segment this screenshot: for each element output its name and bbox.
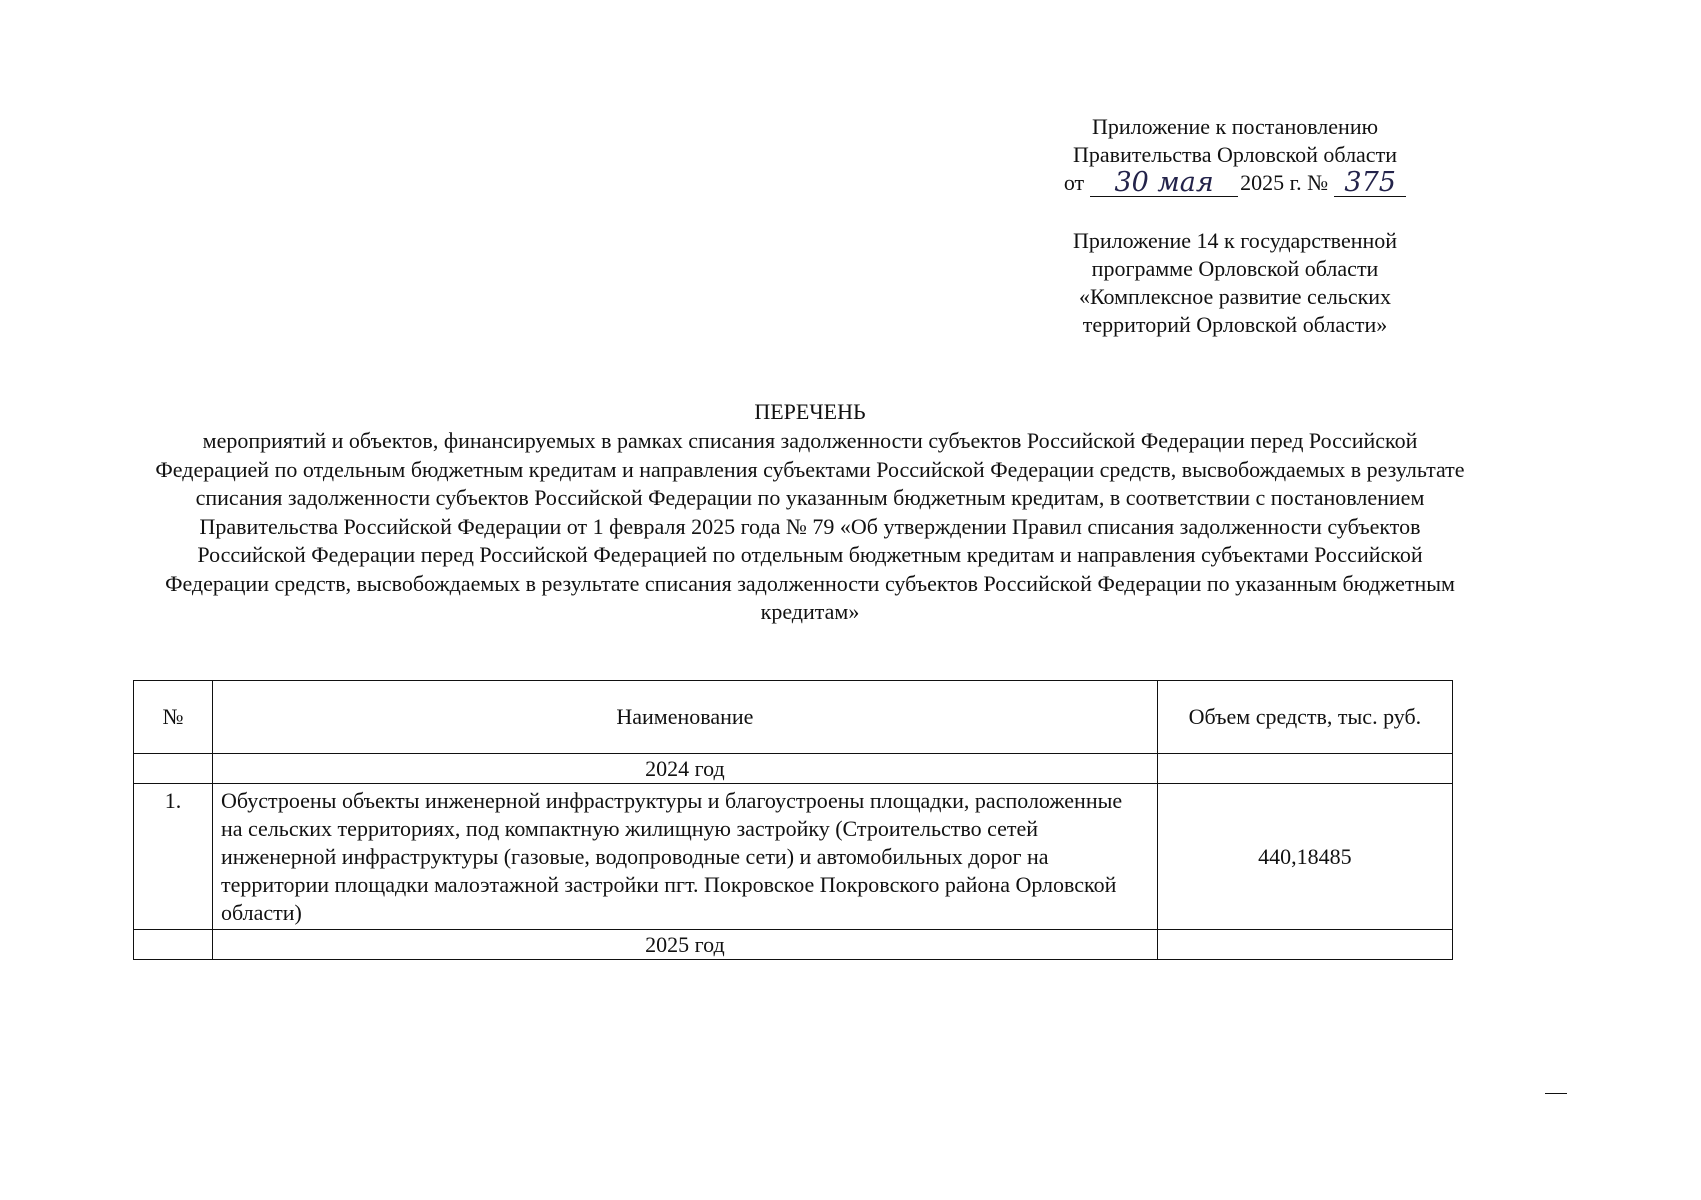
row-num: 1.	[134, 784, 213, 930]
header-name: Наименование	[212, 681, 1157, 754]
table-row	[134, 784, 1453, 930]
program-line-2: программе Орловской области	[1091, 256, 1379, 281]
program-line-1: Приложение 14 к государственной	[1072, 228, 1398, 253]
header-volume: Объем средств, тыс. руб.	[1157, 681, 1452, 754]
appendix-line-1: Приложение к постановлению	[1091, 114, 1379, 139]
year-label: 2024 год	[212, 754, 1157, 784]
appendix-line-2: Правительства Орловской области	[1073, 142, 1397, 167]
row-volume: 440,18485	[1157, 784, 1452, 930]
items-table	[133, 680, 1453, 960]
row-name: Обустроены объекты инженерной инфраструктуры и благоустроены площадки, расположенные на сельских территориях, под компактную жилищную застройку (Строительство сетей инженерной инфраструктуры (газовые, водопроводные сети) и автомобильных дорог на территории площадки малоэтажной застройки пгт. Покровское Покровского района Орловской области)	[212, 784, 1157, 930]
header-num: №	[134, 681, 213, 754]
table-header-row	[134, 681, 1453, 754]
year-number-label: 2025 г. №	[1240, 170, 1329, 195]
document-subtitle: мероприятий и объектов, финансируемых в рамках списания задолженности субъектов Российской Федерации перед Российской Федерацией по отдельным бюджетным кредитам и направления субъектами Российской Федерации средств, высвобождаемых в результате списания задолженности субъектов Российской Федерации по указанным бюджетным кредитам, в соответствии с постановлением Правительства Российской Федерации от 1 февраля 2025 года № 79 «Об утверждении Правил списания задолженности субъектов Российской Федерации перед Российской Федерацией по отдельным бюджетным кредитам и направления субъектами Российской Федерации средств, высвобождаемых в результате списания задолженности субъектов Российской Федерации по указанным бюджетным кредитам»	[155, 428, 1465, 624]
decree-appendix-header	[1020, 113, 1450, 197]
program-line-3: «Комплексное развитие сельских	[1078, 284, 1392, 309]
handwritten-date: 30 мая	[1090, 170, 1238, 197]
decree-date-number-line	[1020, 169, 1450, 197]
year-row-2025	[134, 930, 1453, 960]
year-row-2024	[134, 754, 1453, 784]
year-label: 2025 год	[212, 930, 1157, 960]
handwritten-number: 375	[1334, 170, 1406, 197]
program-line-4: территорий Орловской области»	[1082, 312, 1388, 337]
date-prefix: от	[1063, 170, 1085, 195]
margin-line-mark	[1545, 1093, 1567, 1094]
program-appendix-header	[1020, 227, 1450, 339]
document-title: ПЕРЕЧЕНЬ	[754, 399, 866, 424]
